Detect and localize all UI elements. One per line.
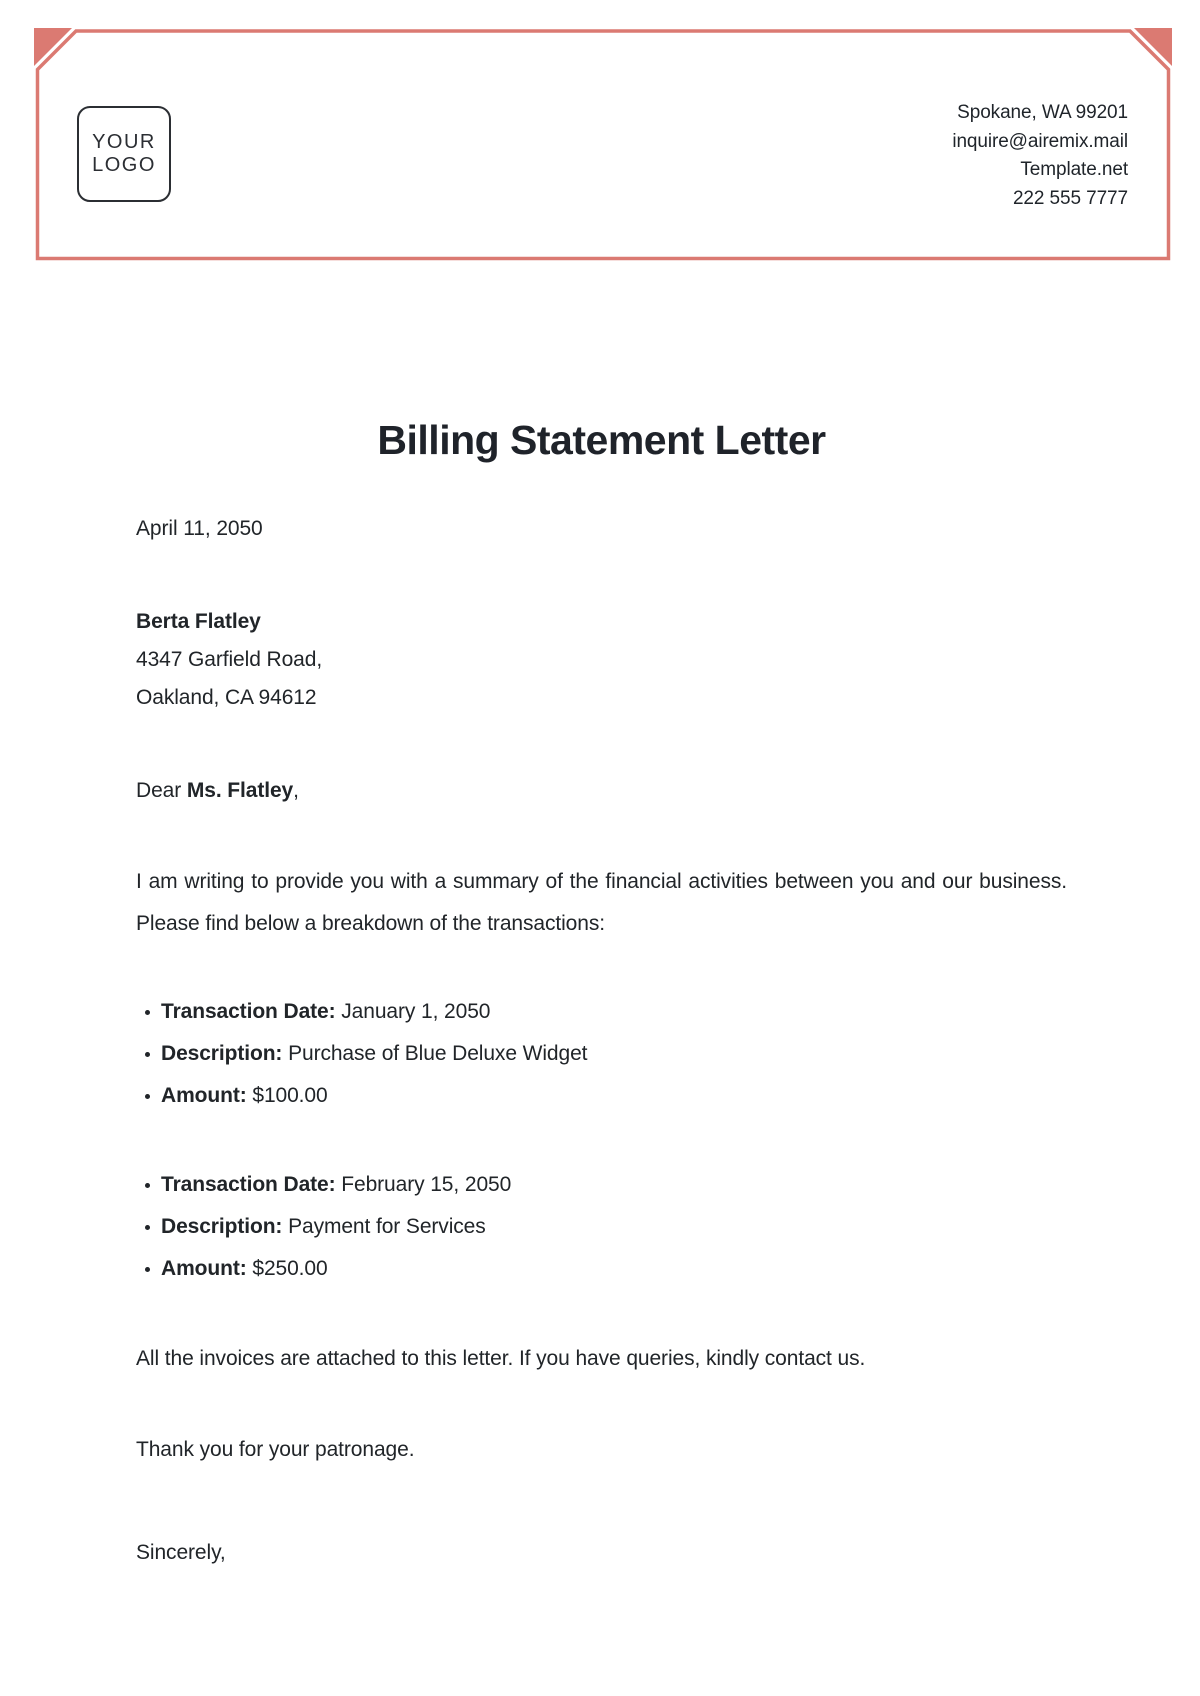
salutation-suffix: ,	[293, 779, 299, 802]
contact-location: Spokane, WA 99201	[957, 102, 1128, 123]
transaction-2-date-value: February 15, 2050	[341, 1173, 512, 1196]
transaction-2-description-label: Description:	[161, 1215, 283, 1238]
corner-triangle-right	[1134, 28, 1172, 66]
transaction-2-date-label: Transaction Date:	[161, 1173, 336, 1196]
letter-body	[136, 412, 1067, 1573]
bullet-icon	[145, 1183, 150, 1188]
gratitude-paragraph: Thank you for your patronage.	[136, 1438, 415, 1461]
transaction-1-date-label: Transaction Date:	[161, 1000, 336, 1023]
transaction-1-amount	[136, 1075, 1067, 1117]
logo-text-line1: YOUR	[92, 131, 156, 153]
letter-date: April 11, 2050	[136, 517, 263, 540]
page-title: Billing Statement Letter	[377, 417, 826, 463]
bullet-icon	[145, 1052, 150, 1057]
contact-info	[952, 99, 1128, 213]
bullet-icon	[145, 1267, 150, 1272]
bullet-icon	[145, 1225, 150, 1230]
recipient-block	[136, 603, 1067, 717]
transaction-2-amount-value: $250.00	[252, 1257, 328, 1280]
recipient-city: Oakland, CA 94612	[136, 686, 317, 709]
recipient-street: 4347 Garfield Road,	[136, 648, 323, 671]
contact-email: inquire@airemix.mail	[952, 130, 1128, 152]
transaction-list-2	[136, 1164, 1067, 1290]
bullet-icon	[145, 1010, 150, 1015]
salutation	[136, 771, 1067, 811]
corner-triangle-left	[34, 28, 72, 66]
transaction-1-amount-value: $100.00	[252, 1084, 328, 1107]
transaction-list-1	[136, 991, 1067, 1117]
transaction-1-description-label: Description:	[161, 1042, 283, 1065]
transaction-2-description	[136, 1206, 1067, 1248]
transaction-2-amount	[136, 1248, 1067, 1290]
recipient-name: Berta Flatley	[136, 610, 261, 633]
closing-paragraph: All the invoices are attached to this letter. If you have queries, kindly contact us.	[136, 1347, 866, 1370]
logo-text-line2: LOGO	[92, 154, 156, 176]
transaction-1-description	[136, 1033, 1067, 1075]
salutation-name: Ms. Flatley	[186, 779, 294, 802]
transaction-2-description-value: Payment for Services	[288, 1215, 486, 1238]
transaction-1-date	[136, 991, 1067, 1033]
contact-phone: 222 555 7777	[1012, 187, 1128, 209]
transaction-2-date	[136, 1164, 1067, 1206]
salutation-prefix: Dear	[136, 779, 187, 802]
signoff: Sincerely,	[136, 1541, 226, 1564]
contact-website: Template.net	[1020, 159, 1128, 180]
logo	[77, 106, 171, 202]
letterhead	[0, 0, 1200, 262]
transaction-1-amount-label: Amount:	[161, 1084, 247, 1107]
transaction-1-description-value: Purchase of Blue Deluxe Widget	[288, 1042, 588, 1065]
transaction-1-date-value: January 1, 2050	[341, 1000, 491, 1023]
bullet-icon	[145, 1094, 150, 1099]
intro-paragraph: I am writing to provide you with a summary of the financial activities between you and our business. Please find below a breakdown of the transactions:	[136, 870, 1067, 935]
transaction-2-amount-label: Amount:	[161, 1257, 247, 1280]
